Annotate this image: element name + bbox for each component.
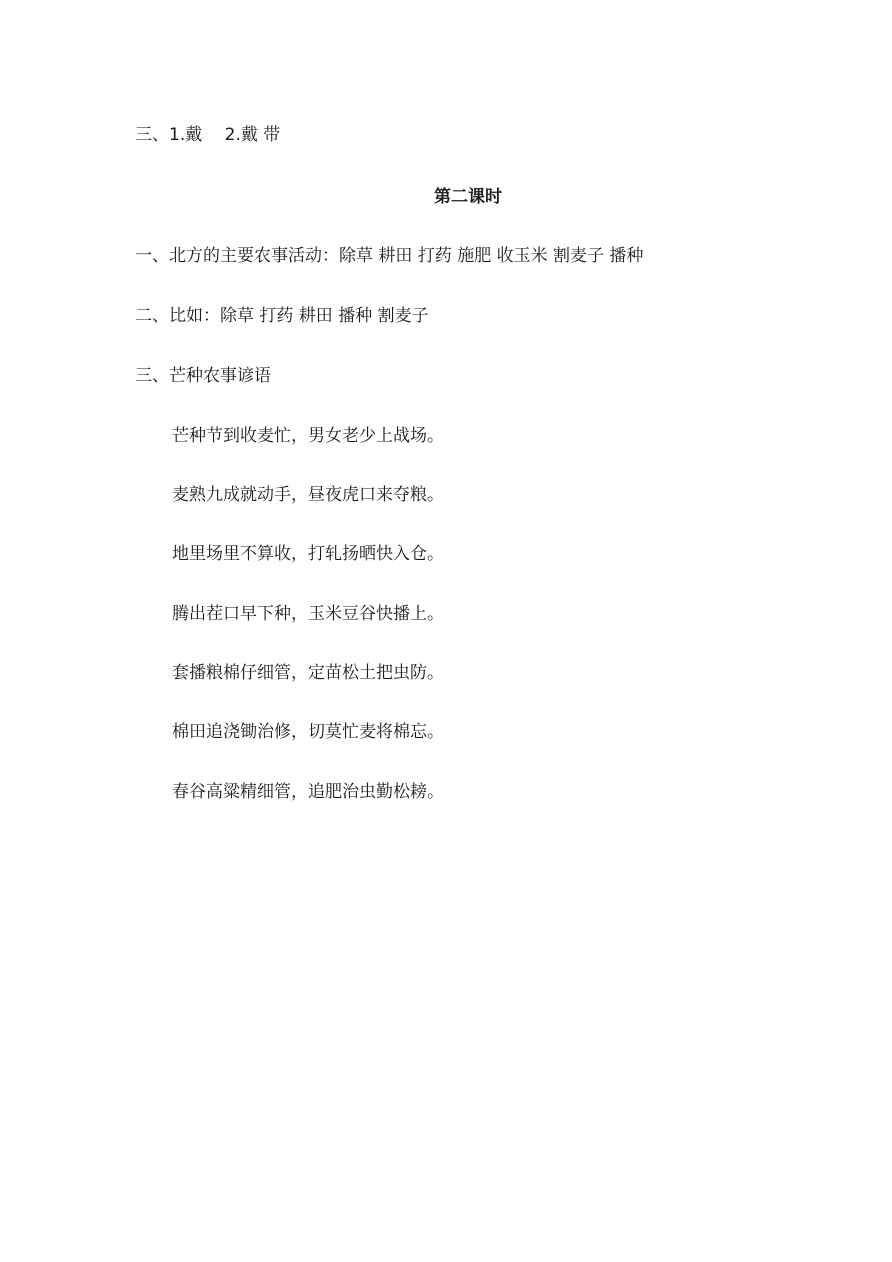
proverb-line: 芒种节到收麦忙，男女老少上战场。 (172, 426, 444, 446)
answer-line-three-part1: 三、1.戴 2.戴 带 (135, 125, 281, 145)
answer-line-two: 二、比如：除草 打药 耕田 播种 割麦子 (135, 306, 429, 326)
proverb-line: 春谷高粱精细管，追肥治虫勤松耪。 (172, 782, 444, 802)
proverb-line: 套播粮棉仔细管，定苗松土把虫防。 (172, 663, 444, 683)
section-title: 第二课时 (434, 187, 502, 207)
proverb-line: 腾出茬口早下种，玉米豆谷快播上。 (172, 604, 444, 624)
answer-line-three-heading: 三、芒种农事谚语 (135, 366, 271, 386)
proverb-line: 麦熟九成就动手，昼夜虎口来夺粮。 (172, 485, 444, 505)
answer-line-one: 一、北方的主要农事活动：除草 耕田 打药 施肥 收玉米 割麦子 播种 (135, 246, 644, 266)
proverb-line: 棉田追浇锄治修，切莫忙麦将棉忘。 (172, 722, 444, 742)
proverb-line: 地里场里不算收，打轧扬晒快入仓。 (172, 544, 444, 564)
